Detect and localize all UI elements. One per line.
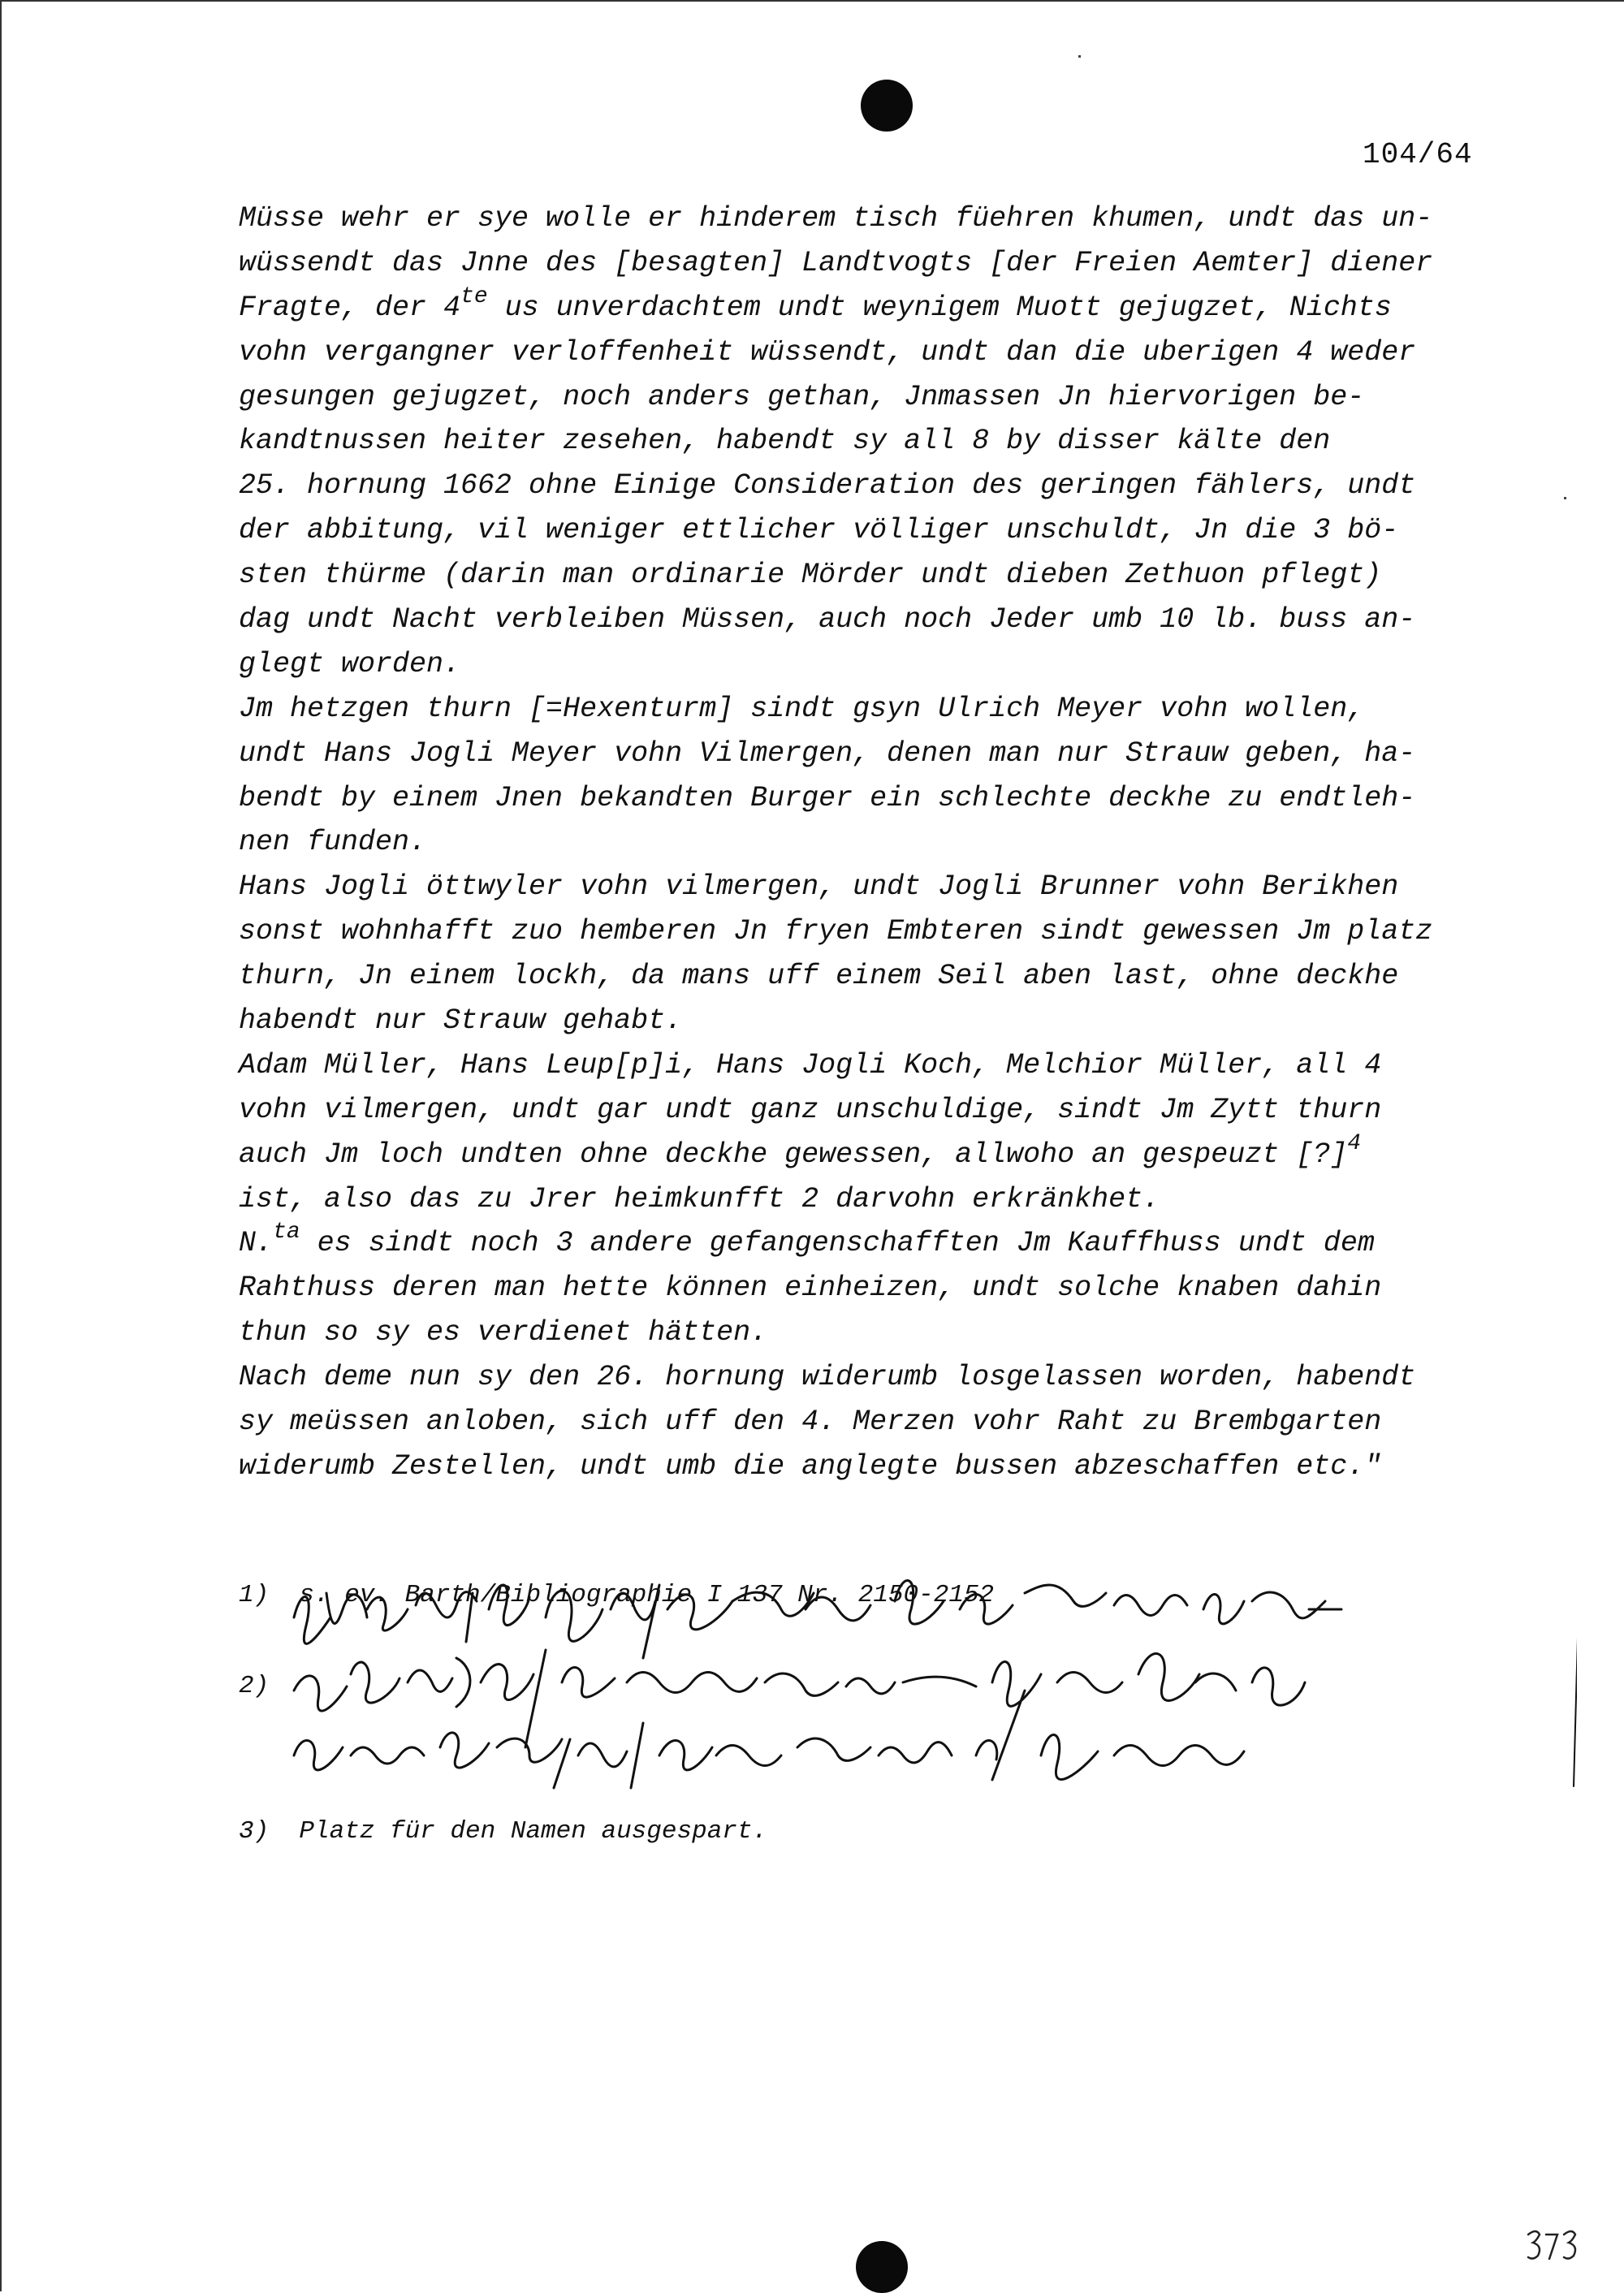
- superscript: te: [460, 283, 488, 309]
- speck-mark: [1564, 497, 1566, 499]
- body-line-text: us unverdachtem undt weynigem Muott gejugzet, Nichts: [487, 291, 1392, 324]
- page-number: 104/64: [1363, 138, 1473, 171]
- body-line: Rahthuss deren man hette können einheizen, undt solche knaben dahin: [239, 1272, 1382, 1305]
- body-line: vohn vilmergen, undt gar undt ganz unschuldige, sindt Jm Zytt thurn: [239, 1093, 1382, 1126]
- speck-mark: [1078, 55, 1081, 58]
- footnote-1: 1) s. ev. Barth/Bibliographie I 137 Nr. 2150-2152: [239, 1581, 995, 1609]
- footnote-2-marker: 2): [239, 1672, 270, 1700]
- body-line: [239, 283, 1505, 330]
- transcription-body: [239, 196, 1505, 1489]
- punch-hole-bottom: [856, 2241, 908, 2293]
- body-line: habendt nur Strauw gehabt.: [239, 1004, 683, 1038]
- body-line: ist, also das zu Jrer heimkunfft 2 darvohn erkränkhet.: [239, 1182, 1160, 1216]
- body-line: [239, 1130, 1505, 1177]
- footnote-3: 3) Platz für den Namen ausgespart.: [239, 1817, 768, 1846]
- punch-hole-top: [861, 80, 913, 132]
- body-line: Hans Jogli öttwyler vohn vilmergen, undt Jogli Brunner vohn Berikhen: [239, 870, 1399, 904]
- body-line: thurn, Jn einem lockh, da mans uff einem Seil aben last, ohne deckhe: [239, 960, 1399, 993]
- body-line: Nach deme nun sy den 26. hornung widerumb losgelassen worden, habendt: [239, 1361, 1416, 1394]
- body-line: glegt worden.: [239, 647, 461, 680]
- body-line: Adam Müller, Hans Leup[p]i, Hans Jogli Koch, Melchior Müller, all 4: [239, 1048, 1382, 1082]
- body-line: widerumb Zestellen, undt umb die anglegte bussen abzeschaffen etc.": [239, 1449, 1382, 1483]
- body-line: sy meüssen anloben, sich uff den 4. Merzen vohr Raht zu Brembgarten: [239, 1406, 1382, 1439]
- body-line: wüssendt das Jnne des [besagten] Landtvogts [der Freien Aemter] diener: [239, 246, 1433, 279]
- body-line-text: es sindt noch 3 andere gefangenschafften Jm Kauffhuss undt dem: [300, 1227, 1375, 1260]
- body-line: vohn vergangner verloffenheit wüssendt, undt dan die uberigen 4 weder: [239, 335, 1416, 369]
- body-line-text: Fragte, der 4: [239, 291, 461, 324]
- body-line: der abbitung, vil weniger ettlicher völliger unschuldt, Jn die 3 bö-: [239, 514, 1399, 547]
- body-line-text: N.: [239, 1227, 274, 1260]
- superscript: ta: [273, 1220, 300, 1246]
- body-line: gesungen gejugzet, noch anders gethan, Jnmassen Jn hiervorigen be-: [239, 380, 1365, 413]
- body-line-text: auch Jm loch undten ohne deckhe gewessen, allwoho an gespeuzt [?]: [239, 1138, 1348, 1171]
- handwritten-archive-number: [1525, 2225, 1582, 2265]
- body-line: Müsse wehr er sye wolle er hinderem tisch füehren khumen, undt das un-: [239, 202, 1433, 235]
- body-line: [239, 1221, 1505, 1266]
- body-line: bendt by einem Jnen bekandten Burger ein schlechte deckhe zu endtleh-: [239, 781, 1416, 814]
- body-line: kandtnussen heiter zesehen, habendt sy all 8 by disser kälte den: [239, 425, 1331, 458]
- body-line: sten thürme (darin man ordinarie Mörder undt dieben Zethuon pflegt): [239, 559, 1382, 592]
- body-line: 25. hornung 1662 ohne Einige Consideration des geringen fählers, undt: [239, 469, 1416, 503]
- handwritten-excerpt-image: [278, 1561, 1577, 1804]
- body-line: thun so sy es verdienet hätten.: [239, 1316, 768, 1349]
- body-line: nen funden.: [239, 826, 427, 859]
- superscript: 4: [1347, 1130, 1362, 1156]
- body-line: Jm hetzgen thurn [=Hexenturm] sindt gsyn Ulrich Meyer vohn wollen,: [239, 692, 1365, 725]
- body-line: dag undt Nacht verbleiben Müssen, auch noch Jeder umb 10 lb. buss an-: [239, 603, 1416, 637]
- body-line: undt Hans Jogli Meyer vohn Vilmergen, denen man nur Strauw geben, ha-: [239, 736, 1416, 770]
- body-line: sonst wohnhafft zuo hemberen Jn fryen Embteren sindt gewessen Jm platz: [239, 915, 1433, 948]
